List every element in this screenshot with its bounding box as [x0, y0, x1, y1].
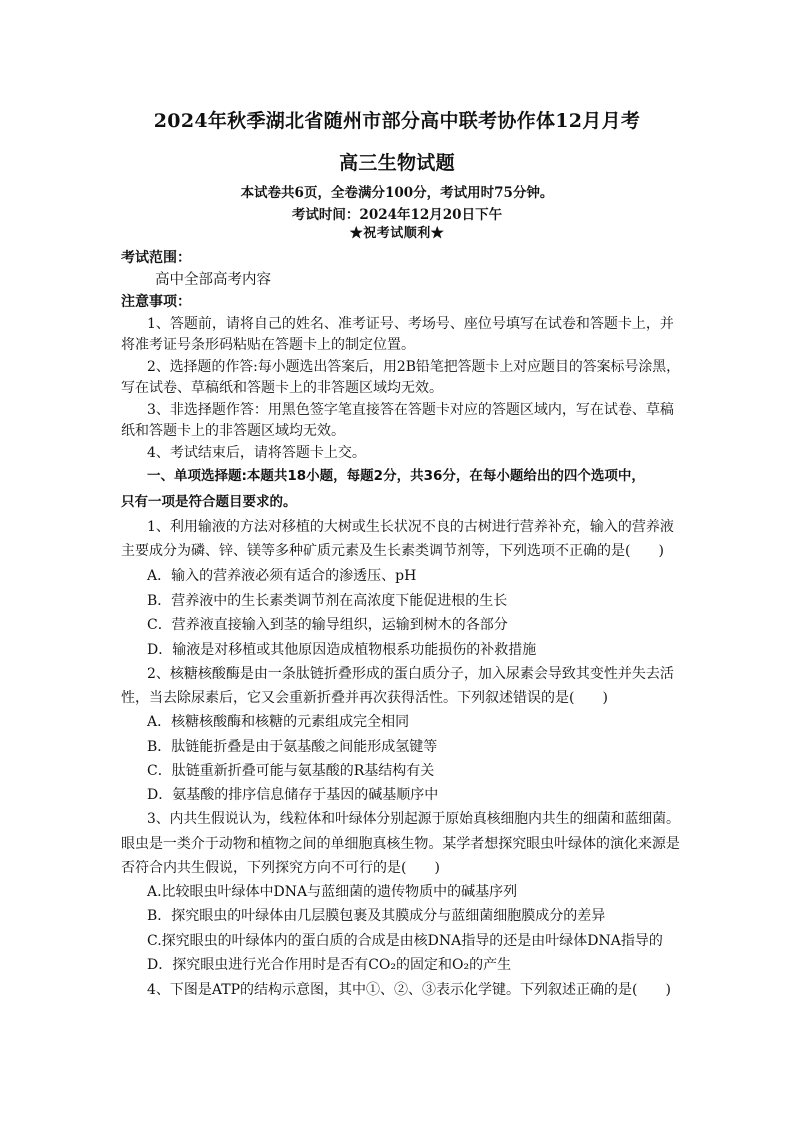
question-option: A．输入的营养液必须有适合的渗透压、pH — [147, 568, 417, 584]
question-stem: 主要成分为磷、锌、镁等多种矿质元素及生长素类调节剂等，下列选项不正确的是( ) — [121, 543, 664, 559]
question-option: C．营养液直接输入到茎的输导组织，运输到树木的各部分 — [147, 617, 508, 633]
notes-line: 3、非选择题作答：用黑色签字笔直接答在答题卡对应的答题区域内，写在试卷、草稿 — [147, 402, 674, 418]
exam-motto: ★祝考试顺利★ — [349, 226, 445, 241]
exam-title: 2024年秋季湖北省随州市部分高中联考协作体12月月考 — [153, 110, 641, 132]
section-heading: 一、单项选择题:本题共18小题，每题2分，共36分，在每小题给出的四个选项中， — [147, 468, 645, 484]
question-stem: 4、下图是ATP的结构示意图，其中①、②、③表示化学键。下列叙述正确的是( ) — [147, 982, 671, 998]
notes-line: 写在试卷、草稿纸和答题卡上的非答题区域均无效。 — [121, 380, 443, 396]
section-heading: 只有一项是符合题目要求的。 — [121, 494, 297, 510]
question-option: C．肽链重新折叠可能与氨基酸的R基结构有关 — [147, 763, 435, 779]
notes-line: 将准考证号条形码粘贴在答题卡上的制定位置。 — [121, 337, 415, 353]
question-stem: 性，当去除尿素后，它又会重新折叠并再次获得活性。下列叙述错误的是( ) — [121, 690, 608, 706]
question-option: A．核糖核酸酶和核糖的元素组成完全相同 — [147, 714, 410, 730]
question-option: B．肽链能折叠是由于氨基酸之间能形成氢键等 — [147, 739, 438, 755]
question-option: A.比较眼虫叶绿体中DNA与蓝细菌的遗传物质中的碱基序列 — [147, 884, 518, 900]
question-stem: 眼虫是一类介于动物和植物之间的单细胞真核生物。某学者想探究眼虫叶绿体的演化来源是 — [121, 836, 680, 852]
question-option: B．营养液中的生长素类调节剂在高浓度下能促进根的生长 — [147, 593, 508, 609]
scope-label: 考试范围： — [121, 250, 191, 266]
notes-line: 1、答题前，请将自己的姓名、准考证号、考场号、座位号填写在试卷和答题卡上，并 — [147, 316, 674, 332]
notes-line: 4、考试结束后，请将答题卡上交。 — [147, 445, 366, 461]
question-stem: 2、核糖核酸酶是由一条肽链折叠形成的蛋白质分子，加入尿素会导致其变性并失去活 — [147, 666, 674, 682]
exam-info: 本试卷共6页，全卷满分100分，考试用时75分钟。 — [240, 185, 554, 201]
question-stem: 1、利用输液的方法对移植的大树或生长状况不良的古树进行营养补充，输入的营养液 — [147, 519, 674, 535]
exam-subtitle: 高三生物试题 — [339, 152, 455, 174]
question-option: B．探究眼虫的叶绿体由几层膜包裹及其膜成分与蓝细菌细胞膜成分的差异 — [147, 908, 606, 924]
question-option: D．探究眼虫进行光合作用时是否有CO₂的固定和O₂的产生 — [147, 957, 512, 973]
notes-line: 2、选择题的作答:每小题选出答案后，用2B铅笔把答题卡上对应题目的答案标号涂黑， — [147, 359, 681, 375]
notes-line: 纸和答题卡上的非答题区域均无效。 — [121, 423, 345, 439]
question-stem: 否符合内共生假说，下列探究方向不可行的是( ) — [121, 860, 440, 876]
question-option: C.探究眼虫的叶绿体内的蛋白质的合成是由核DNA指导的还是由叶绿体DNA指导的 — [147, 933, 663, 949]
question-option: D．输液是对移植或其他原因造成植物根系功能损伤的补救措施 — [147, 642, 537, 658]
exam-time: 考试时间：2024年12月20日下午 — [291, 207, 503, 223]
question-stem: 3、内共生假说认为，线粒体和叶绿体分别起源于原始真核细胞内共生的细菌和蓝细菌。 — [147, 811, 680, 827]
scope-content: 高中全部高考内容 — [155, 272, 271, 288]
question-option: D．氨基酸的排序信息储存于基因的碱基顺序中 — [147, 787, 439, 803]
notes-label: 注意事项： — [121, 294, 191, 310]
